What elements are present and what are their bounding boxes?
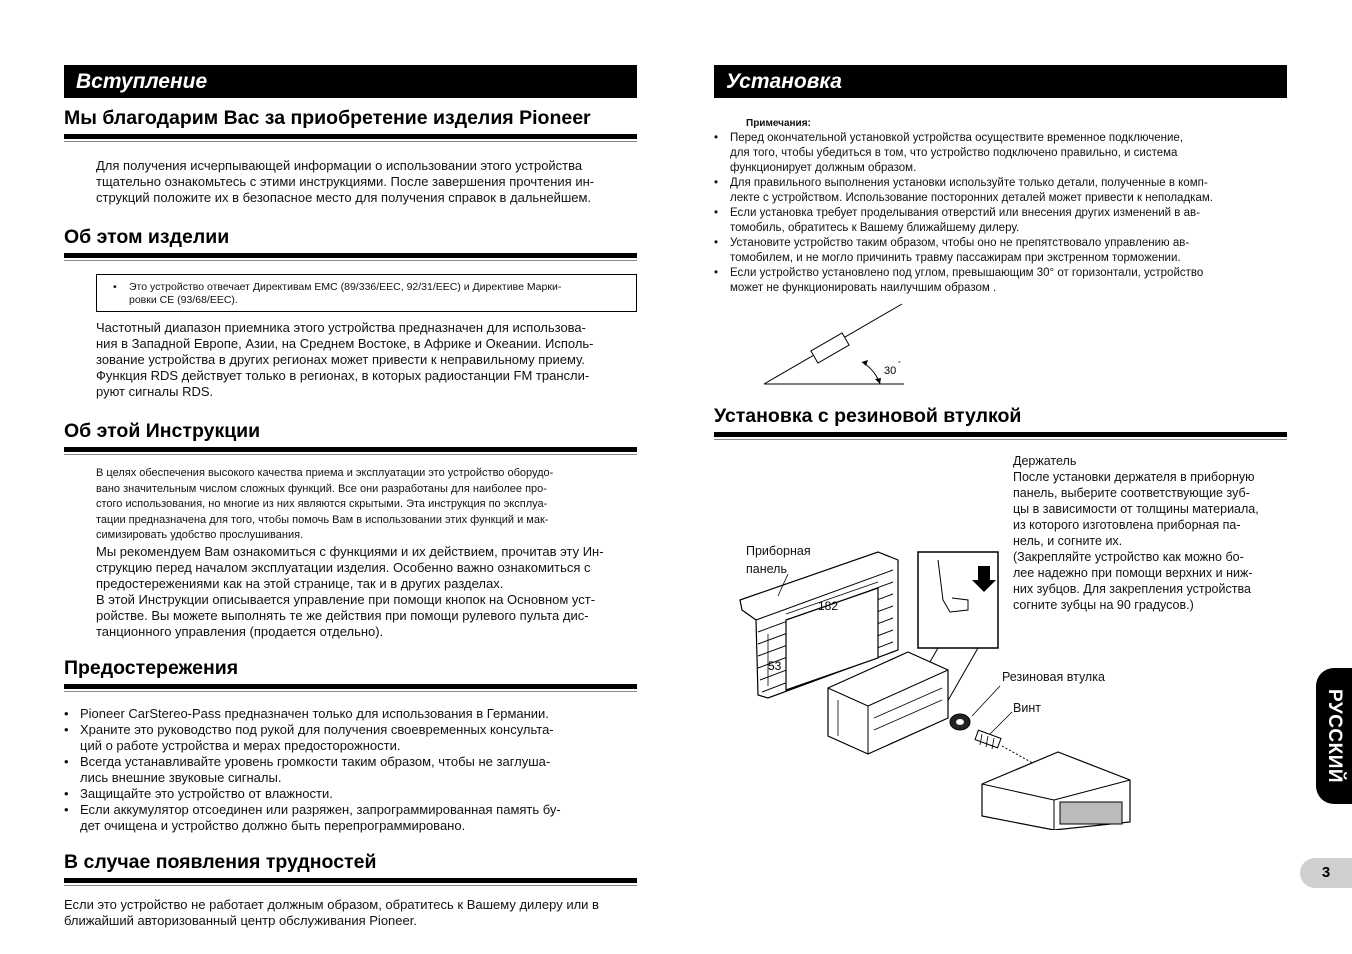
text-line: стого использования, но многие из них являются скрытыми. Эта инструкция по эксплуа- (96, 498, 548, 510)
text-line: После установки держателя в приборную (1013, 470, 1255, 484)
text-line: согните зубцы на 90 градусов.) (1013, 598, 1194, 612)
text-line: • Для правильного выполнения установки используйте только детали, полученные в комп- (730, 177, 1208, 189)
text-line: Мы рекомендуем Вам ознакомиться с функциями и их действием, прочитав эту Ин- (96, 543, 604, 559)
text-line: • Защищайте это устройство от влажности. (80, 785, 333, 801)
troubles-heading: В случае появления трудностей (64, 851, 637, 883)
list-item (714, 131, 1287, 176)
page-number: 3 (1300, 858, 1352, 888)
text-line: руют сигналы RDS. (96, 384, 214, 399)
text-line: лись внешние звуковые сигналы. (80, 769, 282, 785)
list-item (714, 236, 1287, 266)
about-manual-heading: Об этой Инструкции (64, 420, 637, 452)
text-line: Держатель (1013, 454, 1077, 468)
dimension-width: 182 (818, 599, 839, 613)
text-line: ближайший авторизованный центр обслуживания Pioneer. (64, 912, 417, 928)
text-line: лее надежно при помощи верхних и ниж- (1013, 566, 1253, 580)
text-line: В этой Инструкции описывается управление при помощи кнопок на Основном уст- (96, 591, 596, 607)
holder-description (1013, 453, 1259, 613)
leader-line (972, 686, 1000, 716)
notes-title: Примечания: (746, 118, 811, 129)
text-line: • Pioneer CarStereo-Pass предназначен только для использования в Германии. (80, 705, 549, 721)
screw (975, 730, 1001, 749)
list-item (64, 802, 637, 834)
text-line: панель, выберите соответствующие зуб- (1013, 486, 1250, 500)
text-line: томобилем, и не могло причинить травму пассажирам при экстренном торможении. (730, 252, 1181, 264)
list-item (714, 206, 1287, 236)
troubles-paragraph (64, 897, 637, 929)
text-line: Для получения исчерпывающей информации о использовании этого устройства (96, 158, 583, 173)
text-line: может не функционировать наилучшим образом . (730, 282, 997, 294)
text-line: В целях обеспечения высокого качества приема и эксплуатации это устройство оборудо- (96, 467, 554, 479)
text-line: Частотный диапазон приемника этого устройства предназначен для использова- (96, 320, 586, 335)
text-line: вано значительным числом сложных функций. Все они разработаны для наиболее про- (96, 482, 547, 495)
list-item (64, 786, 637, 802)
text-line: тщательно ознакомьтесь с этими инструкциями. После завершения прочтения ин- (96, 174, 595, 189)
text-line: симизировать удобство прослушивания. (96, 529, 304, 541)
text-line: ций о работе устройства и мерах предосторожности. (80, 737, 401, 753)
text-line: дет очищена и устройство должно быть перепрограммировано. (80, 817, 466, 833)
unit-outline (811, 333, 849, 363)
dimension-height: 53 (768, 659, 782, 673)
text-line: • Если устройство установлено под углом, превышающим 30° от горизонтали, устройство (730, 267, 1204, 279)
text-line: для того, чтобы убедиться в том, что устройство подключено правильно, и система (730, 147, 1178, 159)
text-line: функционирует должным образом. (730, 162, 917, 174)
intro-section-title: Вступление (64, 65, 637, 98)
text-line: • Это устройство отвечает Директивам EMC (89/336/EEC, 92/31/EEC) и Директиве Марки- (129, 281, 562, 293)
bushing-label: Резиновая втулка (1002, 670, 1105, 684)
list-item (714, 266, 1287, 296)
text-line: струкций положите их в безопасное место для получения справок в дальнейшем. (96, 190, 592, 205)
angle-label: 30 (884, 365, 897, 377)
text-line: томобиль, обратитесь к Вашему ближайшему дилеру. (730, 222, 1020, 234)
text-line: Если это устройство не работает должным образом, обратитесь к Вашему дилеру или в (64, 896, 599, 912)
text-line: панель (746, 562, 787, 576)
screw-label: Винт (1013, 701, 1041, 715)
right-column (714, 65, 1287, 427)
text-line: цы в зависимости от толщины материала, (1013, 502, 1259, 516)
text-line: тации предназначена для того, чтобы помочь Вам в использовании этих функций и мак- (96, 513, 549, 526)
text-line: • Если аккумулятор отсоединен или разряжен, запрограммированная память бу- (80, 801, 561, 817)
frequency-paragraph (96, 320, 637, 400)
head-unit (982, 752, 1130, 830)
text-line: нель, и согните их. (1013, 534, 1123, 548)
notes-list (714, 131, 1287, 296)
rubber-bushing-heading: Установка с резиновой втулкой (714, 405, 1287, 437)
degree-mark: ° (898, 361, 901, 368)
compliance-box (96, 274, 637, 312)
thanks-paragraph (96, 158, 637, 206)
precautions-heading: Предостережения (64, 657, 637, 689)
angle-diagram (762, 300, 922, 390)
language-label: РУССКИЙ (1324, 688, 1345, 784)
list-item (113, 281, 626, 307)
about-product-heading: Об этом изделии (64, 226, 637, 258)
thanks-heading: Мы благодарим Вас за приобретение изделия Pioneer (64, 107, 637, 139)
text-line: них зубцов. Для закрепления устройства (1013, 582, 1251, 596)
text-line: (Закрепляйте устройство как можно бо- (1013, 550, 1244, 564)
left-column (64, 65, 637, 929)
dashboard-label (746, 542, 811, 578)
text-line: • Храните это руководство под рукой для получения своевременных консульта- (80, 721, 554, 737)
installation-section-title: Установка (714, 65, 1287, 98)
text-line: Приборная (746, 544, 811, 558)
text-line: лекте с устройством. Использование посторонних деталей может привести к неполадкам. (730, 192, 1213, 204)
language-tab (1316, 668, 1352, 804)
text-line: ройстве. Вы можете выполнять те же действия при помощи рулевого пульта дис- (96, 607, 589, 623)
text-line: ния в Западной Европе, Азии, на Среднем Востоке, в Африке и Океании. Исполь- (96, 336, 594, 351)
rubber-bushing (950, 714, 970, 730)
text-line: зование устройства в других регионах может привести к неправильному приему. (96, 352, 585, 367)
precautions-list (64, 706, 637, 834)
text-line: предостережениями как на этой странице, так и в других разделах. (96, 575, 504, 591)
list-item (64, 722, 637, 754)
text-line: • Если установка требует проделывания отверстий или внесения других изменений в ав- (730, 207, 1200, 219)
list-item (64, 706, 637, 722)
text-line: танционного управления (продается отдельно). (96, 623, 384, 639)
text-line: струкцию перед началом эксплуатации изделия. Особенно важно ознакомиться с (96, 559, 591, 575)
list-item (64, 754, 637, 786)
text-line: ровки CE (93/68/EEC). (129, 294, 238, 306)
leader-line (990, 712, 1012, 734)
arc-arrow (875, 378, 881, 384)
text-line: из которого изготовлена приборная па- (1013, 518, 1241, 532)
text-line: • Перед окончательной установкой устройства осуществите временное подключение, (730, 132, 1184, 144)
text-line: Функция RDS действует только в регионах, в которых радиостанции FM трансли- (96, 368, 590, 383)
text-line: • Всегда устанавливайте уровень громкости таким образом, чтобы не заглуша- (80, 753, 551, 769)
text-line: • Установите устройство таким образом, чтобы оно не препятствовало управлению ав- (730, 237, 1190, 249)
list-item (714, 176, 1287, 206)
manual-paragraph (96, 466, 637, 640)
